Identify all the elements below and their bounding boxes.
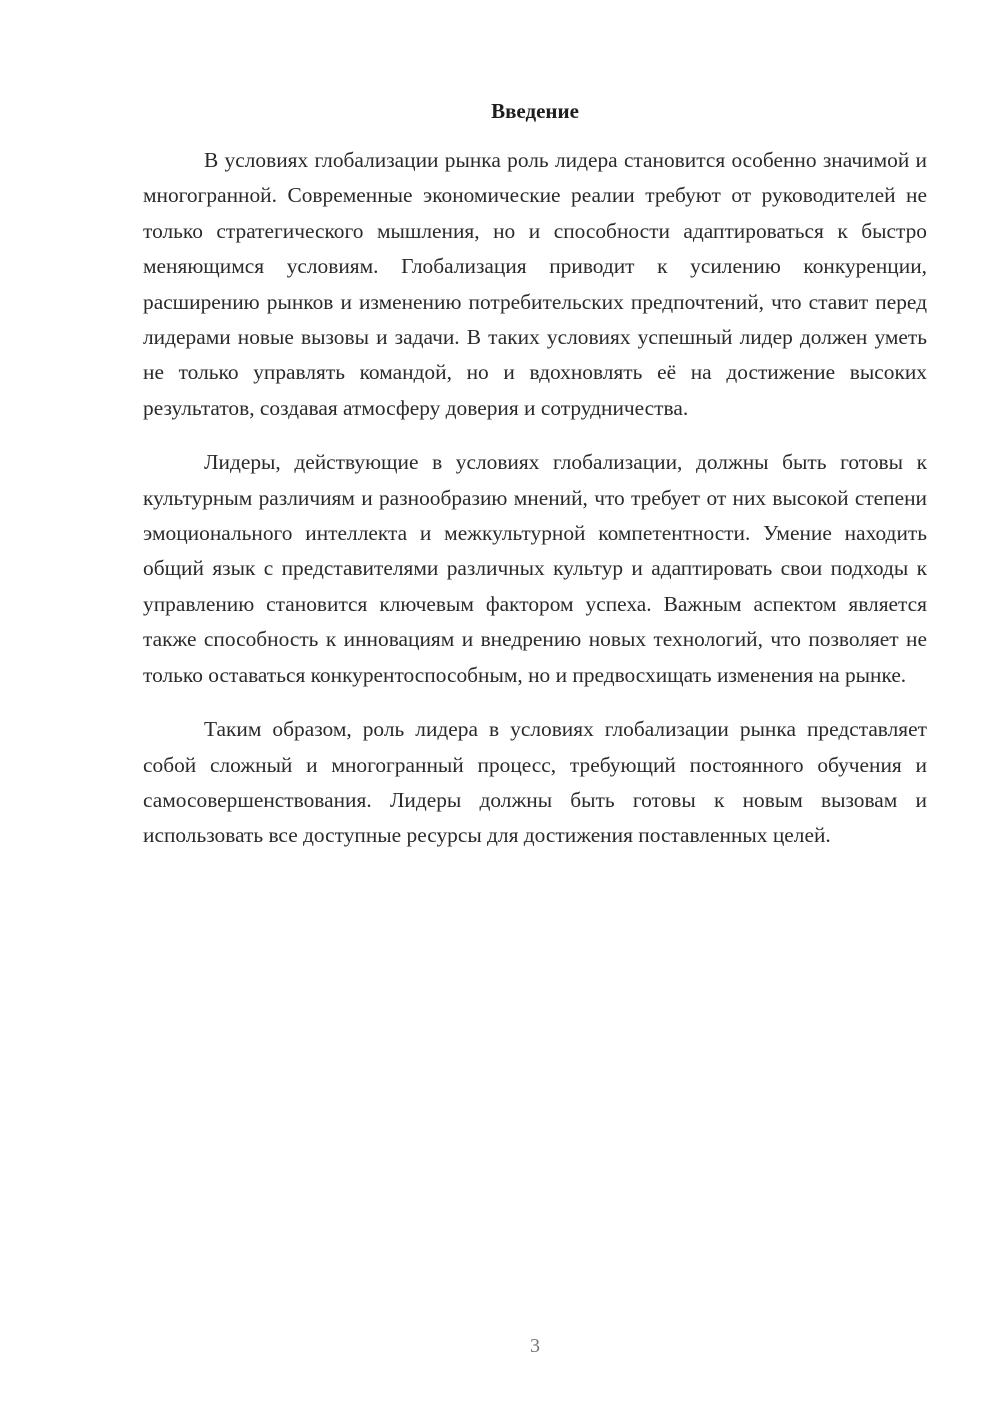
paragraph: В условиях глобализации рынка роль лидера становится особенно значимой и многогранной. Современные экономические реалии требуют от руководителей не только стратегического мышления, но и способности адаптироваться к быстро меняющимся условиям. Глобализация приводит к усилению конкуренции, расширению рынков и изменению потребительских предпочтений, что ставит перед лидерами новые вызовы и задачи. В таких условиях успешный лидер должен уметь не только управлять командой, но и вдохновлять её на достижение высоких результатов, создавая атмосферу доверия и сотрудничества. (143, 148, 927, 420)
section-title: Введение (491, 99, 579, 123)
paragraph: Лидеры, действующие в условиях глобализации, должны быть готовы к культурным различиям и разнообразию мнений, что требует от них высокой степени эмоционального интеллекта и межкультурной компетентности. Умение находить общий язык с представителями различных культур и адаптировать свои подходы к управлению становится ключевым фактором успеха. Важным аспектом является также способность к инновациям и внедрению новых технологий, что позволяет не только оставаться конкурентоспособным, но и предвосхищать изменения на рынке. (143, 450, 927, 687)
paragraph: Таким образом, роль лидера в условиях глобализации рынка представляет собой сложный и многогранный процесс, требующий постоянного обучения и самосовершенствования. Лидеры должны быть готовы к новым вызовам и использовать все доступные ресурсы для достижения поставленных целей. (143, 717, 927, 848)
body-text (143, 143, 927, 873)
page-number: 3 (530, 1335, 540, 1357)
